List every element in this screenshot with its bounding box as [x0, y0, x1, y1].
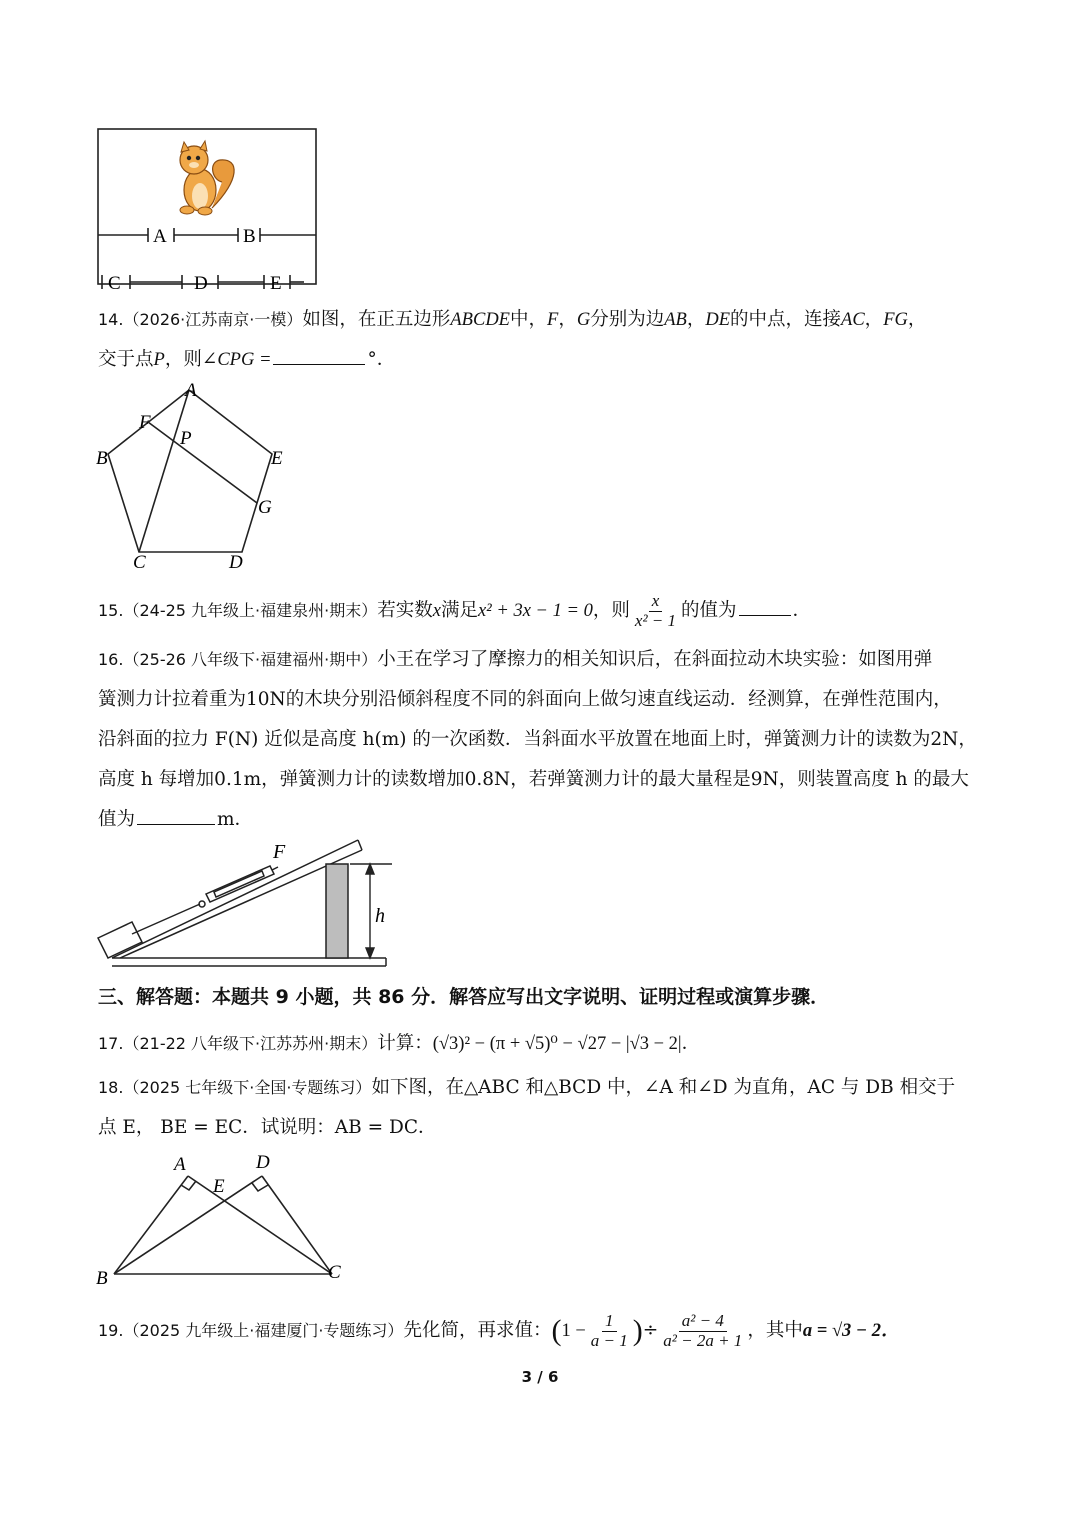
triangles-figure	[92, 1148, 352, 1288]
text: 交于点	[98, 349, 154, 370]
text: ，	[558, 309, 577, 330]
text: 先化简，再求值：	[403, 1320, 552, 1341]
vertex-label-d: D	[256, 1152, 270, 1173]
text: 分别为边	[590, 309, 665, 330]
math: a = √3 − 2．	[802, 1321, 900, 1341]
question-15	[98, 592, 983, 630]
point-label-g: G	[258, 497, 272, 518]
incline-figure	[92, 838, 392, 973]
label-e: E	[270, 273, 282, 294]
vertex-label-e: E	[271, 448, 283, 469]
point-label-p: P	[180, 428, 192, 449]
vertex-label-d: D	[229, 552, 243, 573]
text: 若实数	[377, 600, 433, 622]
math: P	[153, 350, 165, 370]
question-source: （25-26 八年级下·福建福州·期中）	[123, 650, 378, 669]
text: 如图，在正五边形	[302, 309, 451, 330]
question-18	[98, 1068, 983, 1148]
label-d: D	[194, 273, 208, 294]
answer-blank[interactable]	[273, 346, 365, 366]
question-number: 15.	[98, 601, 124, 621]
answer-blank[interactable]	[739, 597, 791, 617]
equation: x² + 3x − 1 = 0	[477, 601, 593, 622]
text: 簧测力计拉着重为10N的木块分别沿倾斜程度不同的斜面向上做匀速直线运动．经测算，在弹性范围内，	[98, 689, 952, 710]
question-14	[98, 300, 983, 380]
vertex-label-b: B	[96, 448, 108, 469]
text: 高度 h 每增加0.1m，弹簧测力计的读数增加0.8N，若弹簧测力计的最大量程是9N，则装置高度 h 的最大	[98, 769, 969, 790]
question-number: 19.	[98, 1321, 124, 1340]
label-a: A	[153, 226, 167, 247]
text: ，则	[592, 600, 630, 622]
vertex-label-a: A	[185, 380, 197, 401]
math: FG	[883, 310, 908, 330]
segment-figure	[90, 120, 330, 295]
divide-sign: ÷	[642, 1320, 659, 1341]
squirrel-icon	[180, 141, 234, 215]
question-number: 18.	[98, 1078, 124, 1097]
denominator: a² − 2a + 1	[663, 1330, 743, 1350]
vertex-label-a: A	[174, 1154, 186, 1175]
point-label-e: E	[213, 1176, 225, 1197]
page-number: 3 / 6	[521, 1368, 559, 1386]
question-number: 17.	[98, 1034, 124, 1053]
fraction-2	[660, 1312, 745, 1350]
text: °．	[367, 349, 396, 370]
question-number: 14.	[98, 310, 124, 329]
math: ∠CPG =	[201, 350, 272, 370]
text: 点 E， BE = EC．试说明：AB = DC．	[98, 1117, 437, 1138]
question-19	[98, 1306, 983, 1356]
text: 满足	[440, 600, 478, 622]
text: ，	[907, 309, 927, 330]
fraction-1	[588, 1312, 631, 1350]
label-c: C	[108, 273, 121, 294]
question-17	[98, 1024, 983, 1064]
question-16	[98, 640, 983, 840]
text: ．	[792, 600, 812, 622]
text: 小王在学习了摩擦力的相关知识后，在斜面拉动木块实验：如图用弹	[377, 649, 933, 670]
text: ，则	[164, 349, 202, 370]
height-label: h	[375, 905, 385, 927]
math: 1 −	[561, 1321, 586, 1341]
math: AB	[664, 310, 687, 330]
text: ，	[864, 309, 884, 330]
question-source: （24-25 九年级上·福建泉州·期末）	[123, 601, 378, 621]
fraction	[632, 592, 679, 630]
question-source: （21-22 八年级下·江苏苏州·期末）	[123, 1034, 378, 1053]
text: ，其中	[747, 1320, 803, 1341]
vertex-label-c: C	[328, 1262, 341, 1283]
math: ABCDE	[450, 310, 510, 330]
label-b: B	[243, 226, 256, 247]
numerator: a² − 4	[679, 1312, 727, 1332]
answer-blank[interactable]	[137, 806, 215, 826]
question-source: （2026·江苏南京·一模）	[123, 310, 303, 329]
math: DE	[705, 310, 731, 330]
text: 如下图，在△ABC 和△BCD 中，∠A 和∠D 为直角，AC 与 DB 相交于	[371, 1077, 956, 1098]
text: 值为	[98, 809, 136, 830]
question-source: （2025 九年级上·福建厦门·专题练习）	[123, 1321, 404, 1340]
text: ，	[686, 309, 706, 330]
math: F	[547, 310, 559, 330]
text: 沿斜面的拉力 F(N) 近似是高度 h(m) 的一次函数．当斜面水平放置在地面上时，弹簧测力计的读数为2N，	[98, 729, 977, 750]
text: m．	[217, 809, 254, 830]
math: AC	[841, 310, 865, 330]
text: 的中点，连接	[730, 309, 842, 330]
vertex-label-b: B	[96, 1268, 108, 1288]
vertex-label-c: C	[133, 552, 146, 573]
math: x	[432, 601, 441, 622]
expression: (√3)² − (π + √5)⁰ − √27 − |√3 − 2|．	[432, 1034, 701, 1054]
question-source: （2025 七年级下·全国·专题练习）	[123, 1078, 372, 1097]
right-paren: )	[632, 1314, 643, 1347]
numerator: 1	[602, 1312, 617, 1332]
math: G	[576, 310, 591, 330]
text: 的值为	[681, 600, 737, 622]
text: 中，	[509, 309, 547, 330]
text: 计算：	[377, 1033, 433, 1054]
pentagon-figure	[92, 380, 302, 575]
force-label: F	[273, 841, 286, 863]
section-heading: 三、解答题：本题共 9 小题，共 86 分．解答应写出文字说明、证明过程或演算步骤．	[98, 986, 830, 1008]
denominator: x² − 1	[634, 610, 677, 630]
question-number: 16.	[98, 650, 124, 669]
numerator: x	[649, 592, 663, 612]
left-paren: (	[551, 1314, 562, 1347]
denominator: a − 1	[590, 1330, 628, 1350]
point-label-f: F	[139, 412, 151, 433]
